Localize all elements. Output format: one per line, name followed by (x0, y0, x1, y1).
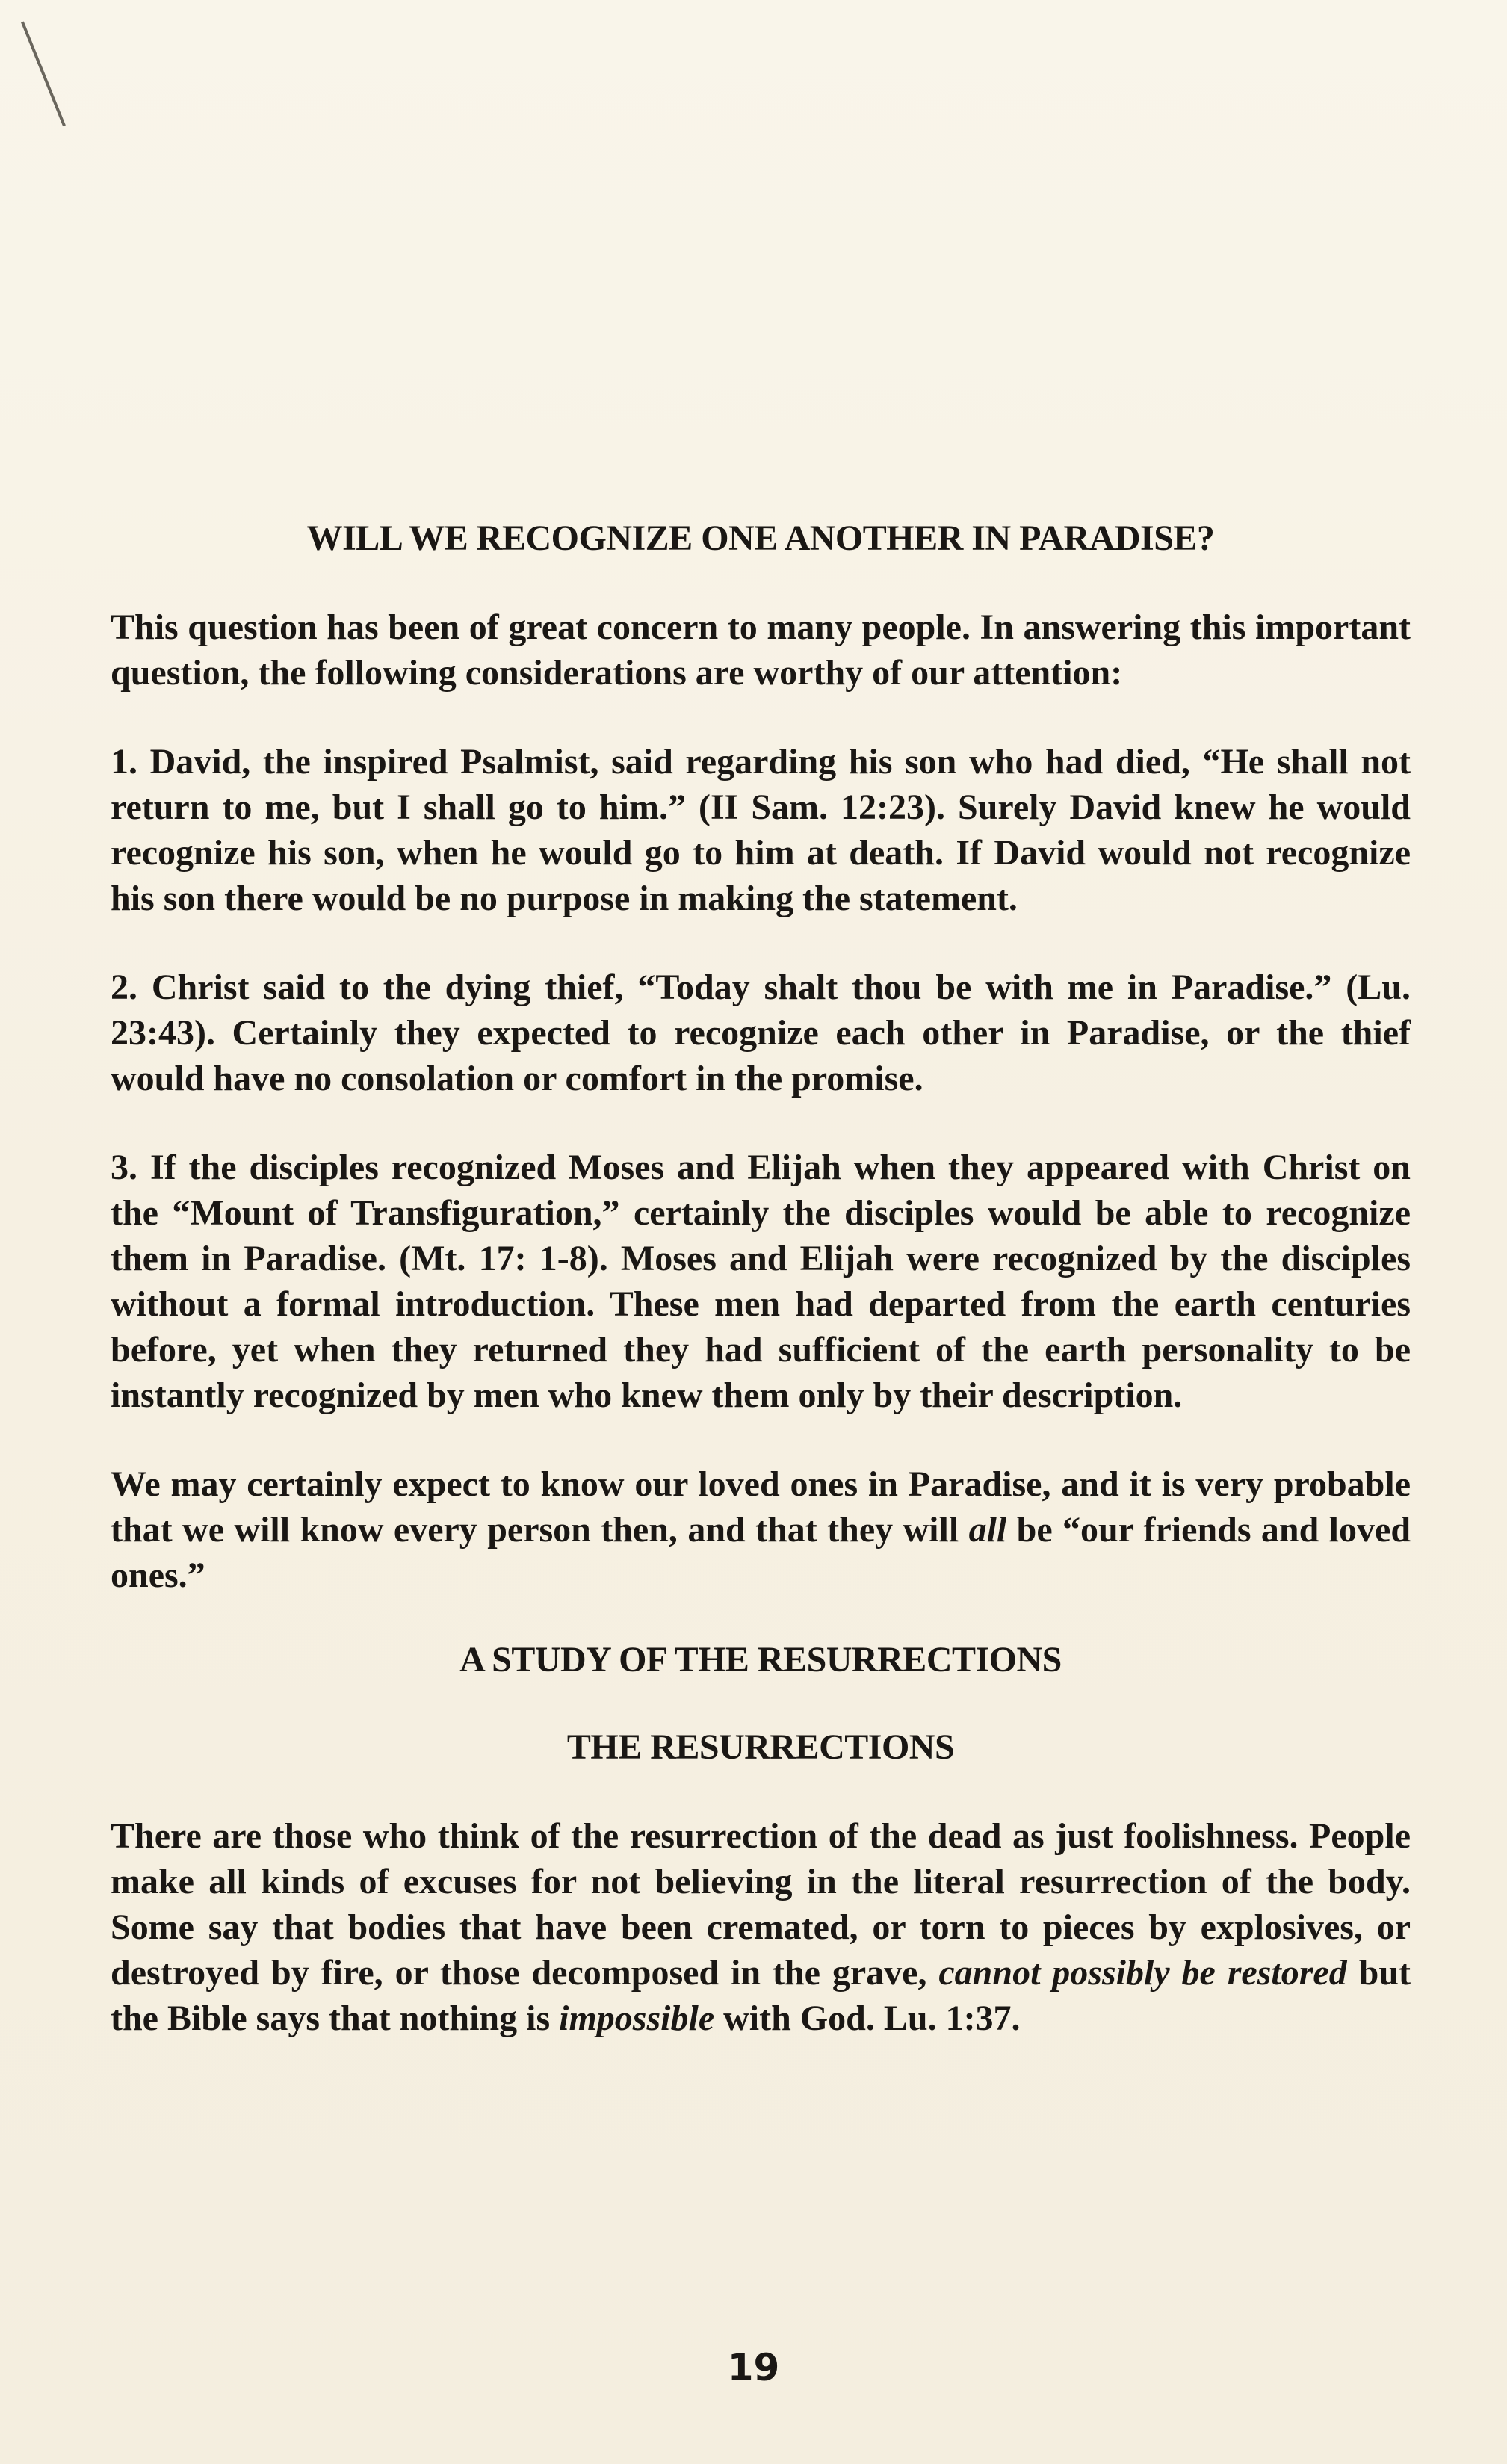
page-content (111, 516, 1411, 2084)
point-2-paragraph: 2. Christ said to the dying thief, “Today shalt thou be with me in Paradise.” (Lu. 23:43). Certainly they expected to recognize each other in Paradise, or the thief would have no consolation or comfort in the promise. (111, 968, 1411, 1098)
closing-paragraph (111, 1461, 1411, 1598)
resurrection-text-2: but the Bible says that nothing is (111, 1953, 1411, 2038)
closing-text-1: We may certainly expect to know our loved ones in Paradise, and it is very probable that we will know every person then, and that they will (111, 1464, 1411, 1550)
closing-text-2: be “our friends and loved ones.” (111, 1510, 1411, 1595)
resurrection-text-3: with God. Lu. 1:37. (714, 1999, 1021, 2038)
heading-recognize: WILL WE RECOGNIZE ONE ANOTHER IN PARADISE? (306, 519, 1215, 558)
resurrection-text-1: There are those who think of the resurrection of the dead as just foolishness. People make all kinds of excuses for not believing in the literal resurrection of the body. Some say that bodies that have been cremated, or torn to pieces by explosives, or destroyed by fire, or those decomposed in the grave, (111, 1816, 1411, 1993)
edge-mark (21, 22, 66, 127)
point-1-paragraph: 1. David, the inspired Psalmist, said regarding his son who had died, “He shall not return to me, but I shall go to him.” (II Sam. 12:23). Surely David knew he would recognize his son, when he would go to him at death. If David would not recognize his son there would be no purpose in making the statement. (111, 742, 1411, 918)
resurrection-paragraph (111, 1813, 1411, 2041)
resurrection-emphasis-1: cannot possibly be restored (938, 1953, 1347, 1993)
page-number: 19 (727, 2346, 780, 2389)
closing-emphasis: all (968, 1510, 1007, 1550)
heading-resurrections: THE RESURRECTIONS (566, 1727, 955, 1767)
resurrection-emphasis-2: impossible (559, 1999, 715, 2038)
intro-paragraph: This question has been of great concern to many people. In answering this important question, the following considerations are worthy of our attention: (111, 607, 1411, 693)
point-3-paragraph: 3. If the disciples recognized Moses and Elijah when they appeared with Christ on the “Mount of Transfiguration,” certainly the disciples would be able to recognize them in Paradise. (Mt. 17: 1-8). Moses and Elijah were recognized by the disciples without a formal introduction. These men had departed from the earth centuries before, yet when they returned they had sufficient of the earth personality to be instantly recognized by men who knew them only by their description. (111, 1148, 1411, 1415)
heading-study: A STUDY OF THE RESURRECTIONS (459, 1640, 1062, 1680)
